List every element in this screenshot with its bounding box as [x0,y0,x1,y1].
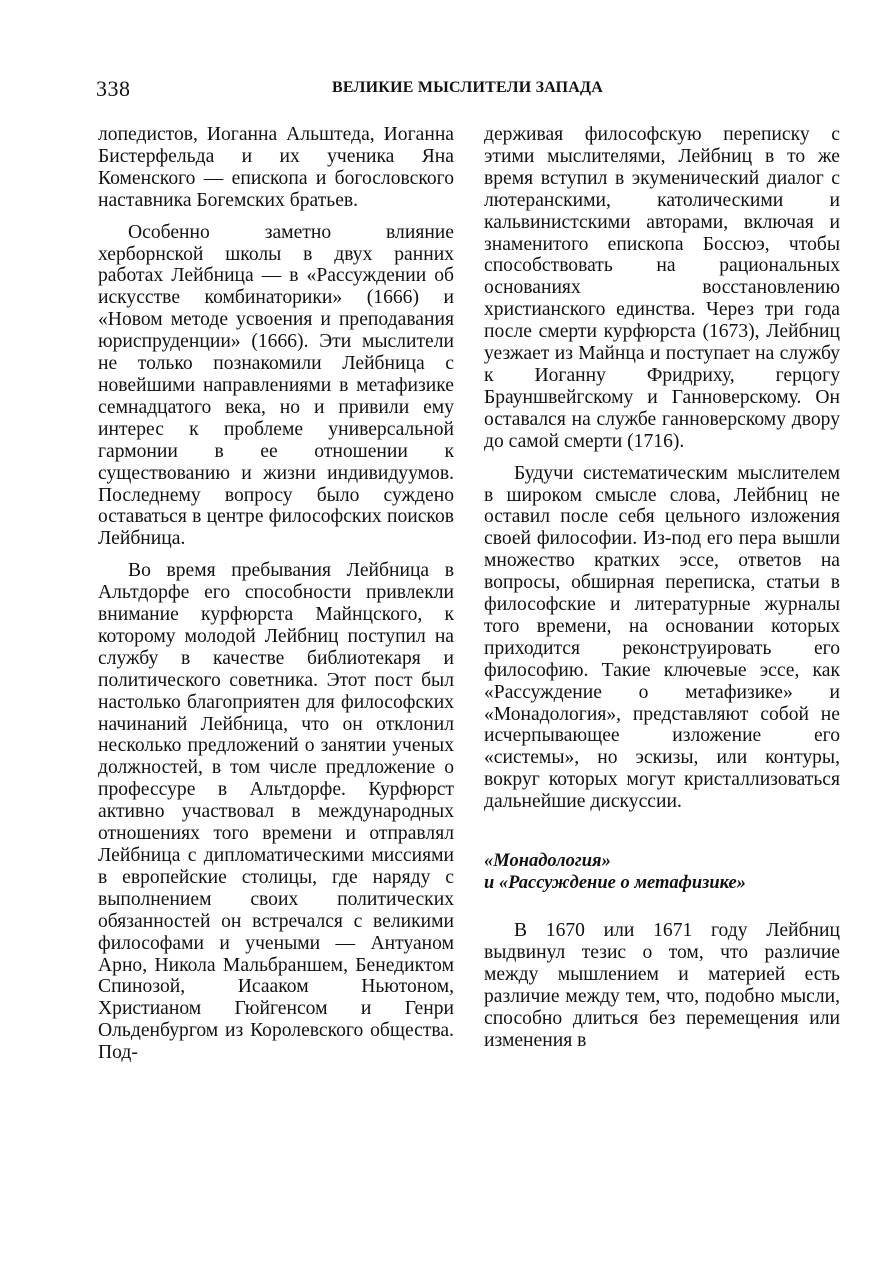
left-column [98,124,454,1074]
page-header [96,76,838,106]
section-heading [484,850,840,894]
paragraph-correspondence: держивая философскую переписку с этими мыслителями, Лейбниц в то же время вступил в экуменический диалог с лютеранскими, католическими и кальвинистскими авторами, включая и знаменитого епископа Боссюэ, чтобы способствовать на рациональных основаниях восстановлению христианского единства. Через три года после смерти курфюрста (1673), Лейбниц уезжает из Майнца и поступает на службу к Иоганну Фридриху, герцогу Брауншвейгскому и Ганноверскому. Он оставался на службе ганноверскому двору до самой смерти (1716). [484,124,840,452]
paragraph-thesis-1670: В 1670 или 1671 году Лейбниц выдвинул тезис о том, что различие между мышлением и материей есть различие между тем, что, подобно мысли, способно длиться без перемещения или изменения в [484,920,840,1051]
paragraph-herborn-influence: Особенно заметно влияние херборнской школы в двух ранних работах Лейбница — в «Рассуждении об искусстве комбинаторики» (1666) и «Новом методе усвоения и преподавания юриспруденции» (1666). Эти мыслители не только познакомили Лейбница с новейшими направлениями в метафизике семнадцатого века, но и привили ему интерес к проблеме универсальной гармонии в ее отношении к существованию и жизни индивидуумов. Последнему вопросу было суждено оставаться в центре философских поисков Лейбница. [98,221,454,550]
running-title: ВЕЛИКИЕ МЫСЛИТЕЛИ ЗАПАДА [332,79,604,96]
right-column [484,124,840,1062]
paragraph-systematic-thinker: Будучи систематическим мыслителем в широком смысле слова, Лейбниц не оставил после себя цельного изложения своей философии. Из-под его пера вышли множество кратких эссе, ответов на вопросы, обширная переписка, статьи в философские и литературные журналы того времени, на основании которых приходится реконструировать его философию. Такие ключевые эссе, как «Рассуждение о метафизике» и «Монадология», представляют собой не исчерпывающее изложение его «системы», но эскизы, или контуры, вокруг которых могут кристаллизоваться дальнейшие дискуссии. [484,462,840,813]
page-number: 338 [96,76,131,101]
section-heading-line-1: «Монадология» [484,851,611,872]
section-heading-line-2: и «Рассуждение о метафизике» [484,873,746,894]
paragraph-altdorf-mainz: Во время пребывания Лейбница в Альтдорфе его способности привлекли внимание курфюрста Майнцского, к которому молодой Лейбниц поступил на службу в качестве библиотекаря и политического советника. Этот пост был настолько благоприятен для философских начинаний Лейбница, что он отклонил несколько предложений о занятии ученых должностей, в том числе предложение о профессуре в Альтдорфе. Курфюрст активно участвовал в международных отношениях того времени и отправлял Лейбница с дипломатическими миссиями в европейские столицы, где наряду с выполнением своих политических обязанностей он встречался с великими философами и учеными — Антуаном Арно, Никола Мальбраншем, Бенедиктом Спинозой, Исааком Ньютоном, Христианом Гюйгенсом и Генри Ольденбургом из Королевского общества. Под- [98,560,454,1064]
paragraph-continued: лопедистов, Иоганна Альштеда, Иоганна Бистерфельда и их ученика Яна Коменского — епископа и богословского наставника Богемских братьев. [98,124,454,211]
